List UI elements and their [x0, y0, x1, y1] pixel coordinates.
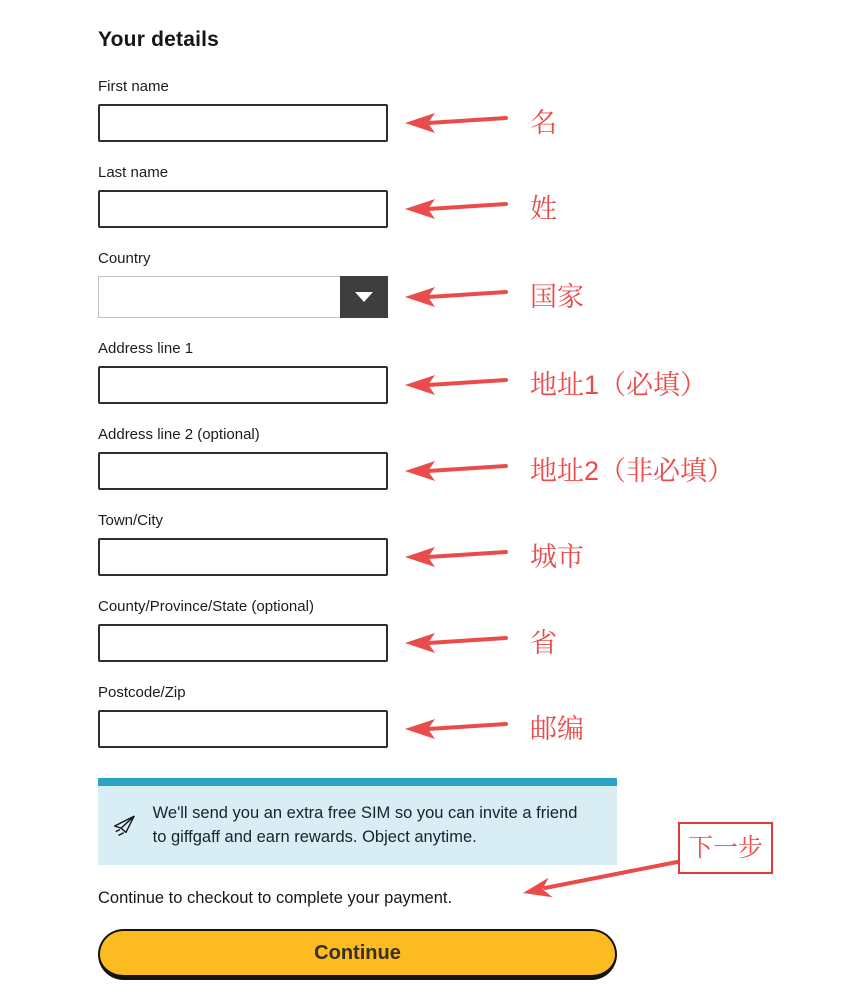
left-arrow-icon	[403, 544, 508, 570]
county-province-state-input[interactable]	[98, 624, 388, 662]
left-arrow-icon	[403, 110, 508, 136]
annotation-address-line-2	[403, 452, 734, 490]
annotation-town-city	[403, 538, 584, 576]
annotation-last-name	[403, 190, 557, 228]
left-arrow-icon	[403, 196, 508, 222]
info-box-text: We'll send you an extra free SIM so you can invite a friend to giffgaff and earn rewards. Object anytime.	[152, 803, 578, 846]
field-county-province-state	[98, 597, 618, 662]
country-select-button[interactable]	[340, 276, 388, 318]
left-arrow-icon	[403, 716, 508, 742]
field-address-line-1	[98, 339, 708, 404]
county-province-state-label: County/Province/State (optional)	[98, 598, 314, 615]
dropdown-arrow-icon	[355, 292, 373, 302]
first-name-label: First name	[98, 78, 169, 95]
annotation-county-province-state	[403, 624, 557, 662]
info-box-body	[98, 786, 617, 865]
free-sim-info-box	[98, 778, 617, 865]
postcode-zip-label: Postcode/Zip	[98, 684, 186, 701]
field-first-name	[98, 77, 618, 142]
paper-plane-icon	[112, 807, 137, 845]
address-line-1-label: Address line 1	[98, 340, 194, 357]
annotation-first-name	[403, 104, 557, 142]
address-line-1-input[interactable]	[98, 366, 388, 404]
postcode-zip-input[interactable]	[98, 710, 388, 748]
field-country	[98, 249, 618, 318]
page-title: Your details	[98, 28, 220, 51]
annotation-text: 地址2（非必填）	[530, 455, 735, 486]
left-arrow-icon	[403, 458, 508, 484]
field-town-city	[98, 511, 618, 576]
country-label: Country	[98, 250, 151, 267]
annotation-text: 地址1（必填）	[530, 369, 708, 400]
first-name-input[interactable]	[98, 104, 388, 142]
info-box-accent-bar	[98, 778, 617, 786]
annotation-postcode-zip	[403, 710, 584, 748]
annotation-text: 国家	[530, 281, 584, 312]
last-name-input[interactable]	[98, 190, 388, 228]
left-arrow-icon	[403, 372, 508, 398]
annotation-text: 邮编	[530, 713, 584, 744]
town-city-label: Town/City	[98, 512, 164, 529]
annotation-address-line-1	[403, 366, 707, 404]
next-step-annotation-box	[678, 822, 773, 874]
last-name-label: Last name	[98, 164, 169, 181]
continue-button[interactable]: Continue	[98, 929, 617, 980]
field-last-name	[98, 163, 618, 228]
annotation-text: 名	[530, 107, 557, 138]
field-address-line-2	[98, 425, 735, 490]
address-line-2-label: Address line 2 (optional)	[98, 426, 260, 443]
address-line-2-input[interactable]	[98, 452, 388, 490]
annotation-text: 姓	[530, 193, 557, 224]
town-city-input[interactable]	[98, 538, 388, 576]
field-postcode-zip	[98, 683, 618, 748]
country-select[interactable]	[98, 276, 388, 318]
annotation-text: 省	[530, 627, 557, 658]
checkout-note: Continue to checkout to complete your payment.	[98, 889, 453, 907]
annotation-text: 城市	[530, 541, 584, 572]
annotation-country	[403, 276, 584, 318]
next-step-annotation-text: 下一步	[687, 833, 763, 862]
left-arrow-icon	[403, 630, 508, 656]
left-arrow-icon	[403, 284, 508, 310]
